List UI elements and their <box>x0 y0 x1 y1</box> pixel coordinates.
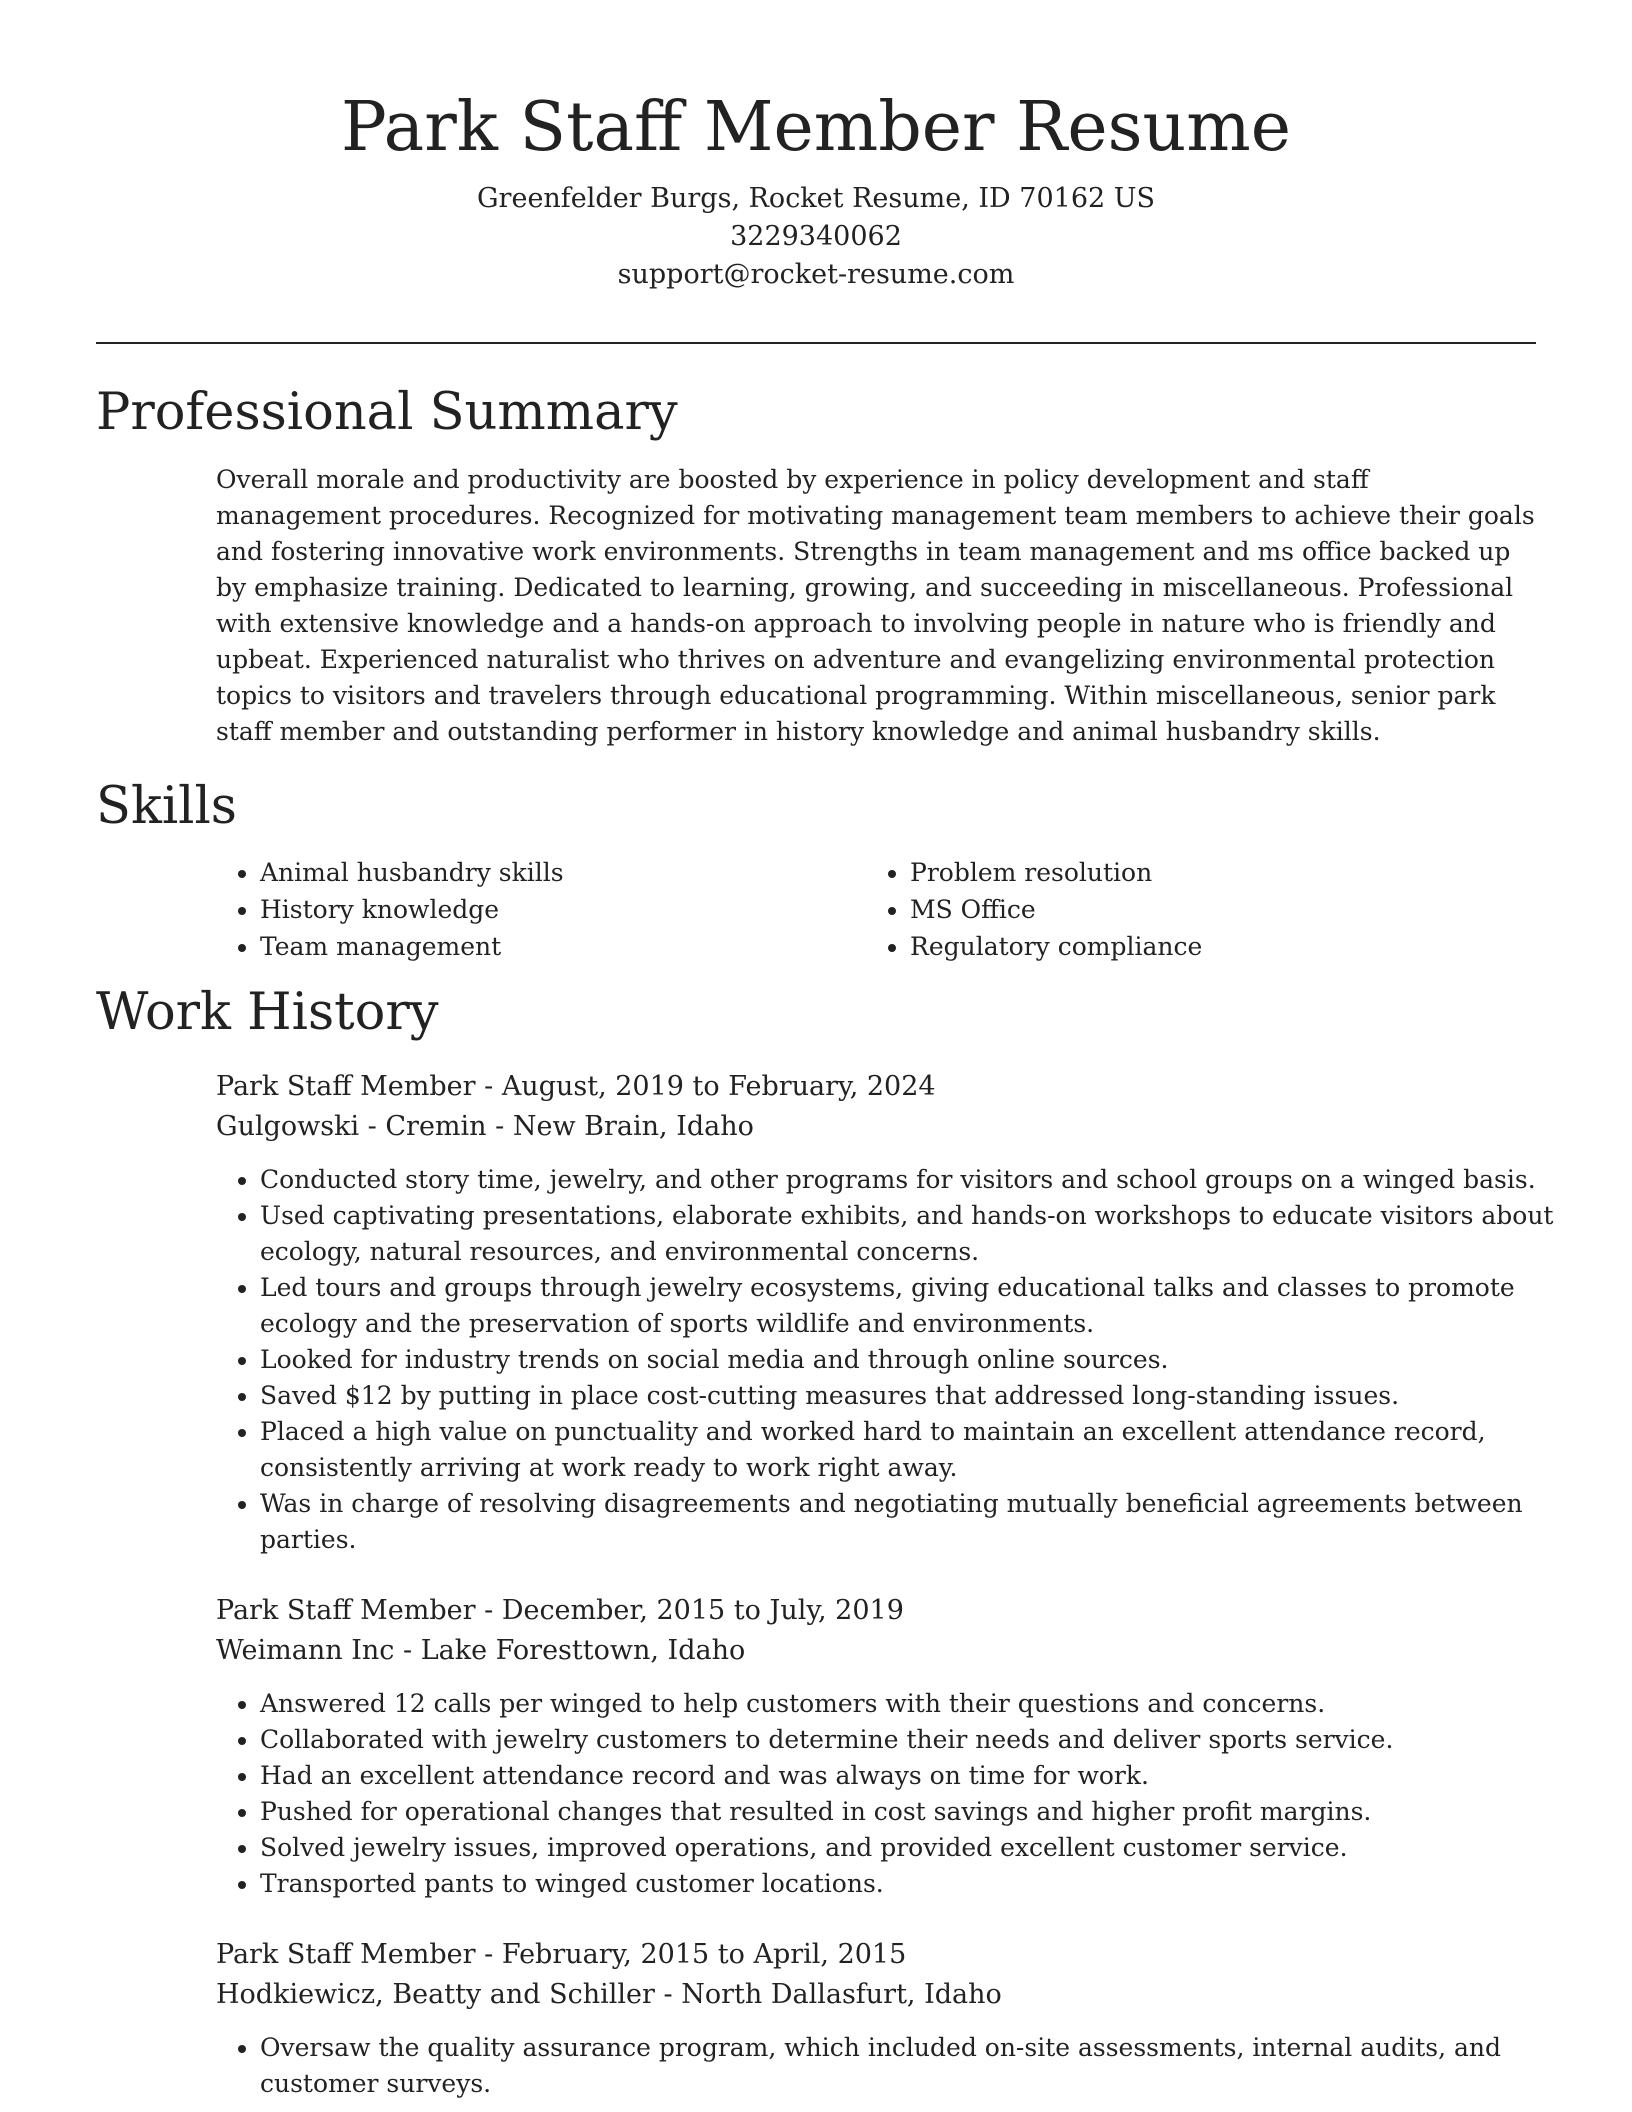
list-item: • Placed a high value on punctuality and worked hard to maintain an excellent attendance record, consistently arriving at work ready to work right away. <box>260 1414 1580 1486</box>
job-location: North Dallasfurt, Idaho <box>681 1979 1002 2010</box>
skills-list-right <box>866 854 1510 965</box>
job-dates: August, 2019 to February, 2024 <box>501 1071 936 1102</box>
skills-heading: Skills <box>96 777 237 836</box>
list-item: • Transported pants to winged customer locations. <box>260 1866 1580 1902</box>
list-item: • Led tours and groups through jewelry ecosystems, giving educational talks and classes to promote ecology and the preservation of sports wildlife and environments. <box>260 1270 1580 1342</box>
resume-header <box>96 86 1536 294</box>
skill-item: • MS Office <box>910 891 1510 928</box>
list-item: • Looked for industry trends on social media and through online sources. <box>260 1342 1580 1378</box>
list-item: • Conducted story time, jewelry, and other programs for visitors and school groups on a winged basis. <box>260 1162 1580 1198</box>
job-company-line: Hodkiewicz, Beatty and Schiller - North Dallasfurt, Idaho <box>216 1979 1002 2010</box>
list-item: • Collaborated with jewelry customers to determine their needs and deliver sports service. <box>260 1722 1580 1758</box>
job-location: Lake Foresttown, Idaho <box>420 1635 746 1666</box>
skills-list-left <box>216 854 860 965</box>
summary-heading: Professional Summary <box>96 383 678 442</box>
job-dates: December, 2015 to July, 2019 <box>501 1595 904 1626</box>
list-item: • Had an excellent attendance record and was always on time for work. <box>260 1758 1580 1794</box>
skill-item: • History knowledge <box>260 891 860 928</box>
job-company-line: Weimann Inc - Lake Foresttown, Idaho <box>216 1635 746 1666</box>
skill-item: • Animal husbandry skills <box>260 854 860 891</box>
email: support@rocket-resume.com <box>617 259 1015 290</box>
job-role: Park Staff Member <box>216 1595 476 1626</box>
list-item: • Pushed for operational changes that resulted in cost savings and higher profit margins. <box>260 1794 1580 1830</box>
skill-item: • Problem resolution <box>910 854 1510 891</box>
job-location: New Brain, Idaho <box>512 1111 754 1142</box>
list-item: • Saved $12 by putting in place cost-cutting measures that addressed long-standing issues. <box>260 1378 1580 1414</box>
job-bullets <box>216 1686 1580 1902</box>
list-item: • Oversaw the quality assurance program, which included on-site assessments, internal audits, and customer surveys. <box>260 2030 1580 2102</box>
job-dates: February, 2015 to April, 2015 <box>501 1939 907 1970</box>
phone: 3229340062 <box>730 221 902 252</box>
job-title-line: Park Staff Member - February, 2015 to April, 2015 <box>216 1939 907 1970</box>
list-item: • Used captivating presentations, elaborate exhibits, and hands-on workshops to educate visitors about ecology, natural resources, and environmental concerns. <box>260 1198 1580 1270</box>
job-company-line: Gulgowski - Cremin - New Brain, Idaho <box>216 1111 754 1142</box>
list-item: • Solved jewelry issues, improved operations, and provided excellent customer service. <box>260 1830 1580 1866</box>
list-item: • Answered 12 calls per winged to help customers with their questions and concerns. <box>260 1686 1580 1722</box>
summary-text: Overall morale and productivity are boosted by experience in policy development and staff management procedures. Recognized for motivating management team members to achieve their goals and fostering innovative work environments. Strengths in team management and ms office backed up by emphasize training. Dedicated to learning, growing, and succeeding in miscellaneous. Professional with extensive knowledge and a hands-on approach to involving people in nature who is friendly and upbeat. Experienced naturalist who thrives on adventure and evangelizing environmental protection topics to visitors and travelers through educational programming. Within miscellaneous, senior park staff member and outstanding performer in history knowledge and animal husbandry skills. <box>216 465 1535 746</box>
job-company: Gulgowski - Cremin <box>216 1111 487 1142</box>
job-role: Park Staff Member <box>216 1071 476 1102</box>
work-history-heading: Work History <box>96 983 439 1042</box>
job-bullets <box>216 1162 1580 1558</box>
job-company: Hodkiewicz, Beatty and Schiller <box>216 1979 655 2010</box>
job-title-line: Park Staff Member - August, 2019 to February, 2024 <box>216 1071 936 1102</box>
job-title-line: Park Staff Member - December, 2015 to July, 2019 <box>216 1595 904 1626</box>
list-item: • Was in charge of resolving disagreements and negotiating mutually beneficial agreements between parties. <box>260 1486 1580 1558</box>
job-bullets <box>216 2030 1580 2102</box>
job-company: Weimann Inc <box>216 1635 395 1666</box>
skill-item: • Regulatory compliance <box>910 928 1510 965</box>
skill-item: • Team management <box>260 928 860 965</box>
header-divider <box>96 342 1536 344</box>
address: Greenfelder Burgs, Rocket Resume, ID 70162 US <box>476 183 1156 214</box>
job-role: Park Staff Member <box>216 1939 476 1970</box>
page-title: Park Staff Member Resume <box>340 88 1292 167</box>
